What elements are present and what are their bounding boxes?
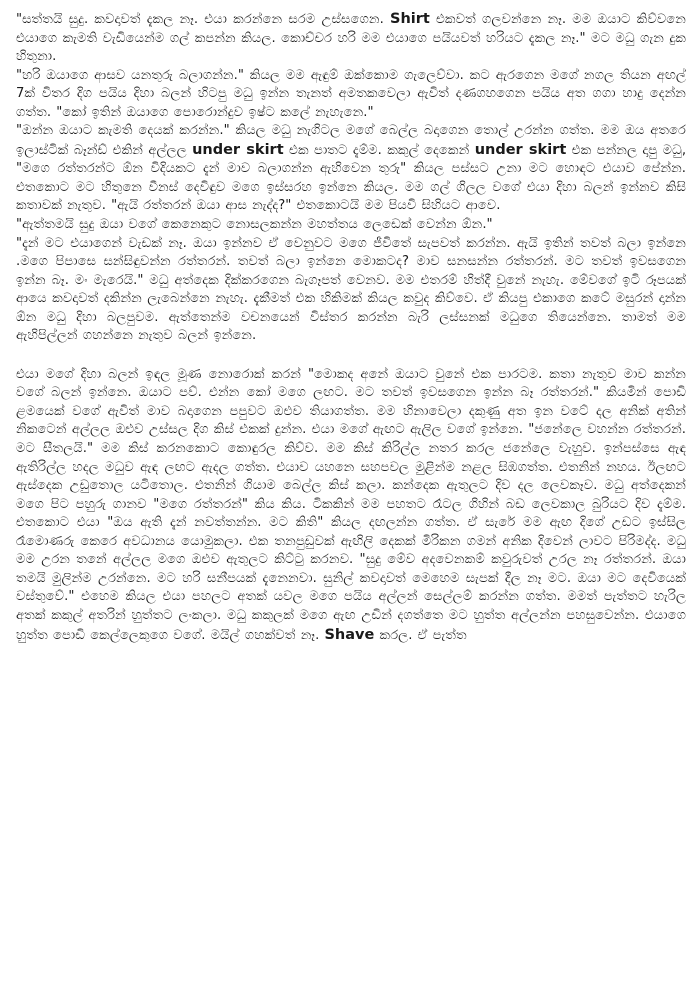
paragraph-gap — [16, 346, 686, 366]
english-word-under-skirt-1: under skirt — [192, 141, 284, 158]
paragraph-1-text-b: එකවත් ගලවන්නෙ නෑ. මම ඔයාට කිව්වනෙ එයාගෙ කැමති වැඩියෙන්ම ගල් කපන්න කියල. කොච්චර හරි මම එයාගෙ පයියවත් හරියට දැකල නෑ." මට මධු ගැන දුක හිතුනා. — [16, 12, 686, 65]
paragraph-6 — [16, 366, 686, 645]
paragraph-1-text-a: "සත්තයි සුදු. කවදාවත් දැකල නෑ. එයා කරන්නෙ සරම උස්සගෙන. — [16, 12, 390, 27]
paragraph-4: "ඇත්තමයි සුදු ඔයා වගේ කෙනෙකුට නොසලකන්න මහත්තය ලෙඩෙක් වෙන්න ඕන." — [16, 217, 493, 233]
paragraph-3 — [16, 122, 686, 216]
paragraph-6-text-b: කරල. ඒ පැත්ත — [374, 627, 467, 643]
paragraph-2: "හරි ඔයාගෙ ආසව යනතුරු බලාගන්න." කියල මම ඇඳුම් ඔක්කොම ගැලෙව්වා. කට ඇරගෙන මගේ නගල තියන අඟල් 7ක් විතර දිග පයිය දිහා බලන් හිටපු මධු ඉන්න තැනත් අමතකවෙලා ඇවිත් දණගහගෙන පයිය අත ගගා හාදු දෙන්න ගත්ත. "කෝ ඉතින් ඔයාගෙ පොරොන්දුව ඉෂ්ට කලේ නැහැනෙ." — [16, 67, 686, 120]
paragraph-3-text-a: "ඔන්න ඔයාට කැමති දෙයක් කරන්න." කියල මධු නැගිටල මගේ බෙල්ල බදාගෙන තොල් උරන්න ගත්ත. මම ඔය අතරෙ ඉලාස්ටික් බෑන්ඩ් එකින් අල්ලල — [16, 123, 686, 158]
paragraph-5: "දැන් මට එයාගෙන් වැඩක් නෑ. ඔයා ඉන්නව ඒ වෙනුවට මගෙ ජීවිතේ සැපවත් කරන්න. ඇයි ඉතින් තවත් බලා ඉන්නෙ .මගෙ පිපාසෙ සන්සිඳුවන්න රත්තරන්. තවත් බලා ඉන්නෙ මොකටද? මාව සනසන්න රත්තරන්. මට තවත් ඉවසගෙන ඉන්න බෑ. මං මැරෙයි." මධු අත්දෙක දික්කරගෙන බැගෑපත් වෙනව. මම එතරම් හිත්දී වුනේ නැහැ. මේවගේ ඉටි රූපයක් ආයෙ කවදාවත් දකින්න ලැබෙන්නෙ නැහැ. දැකීමත් එක හිකිමක් කියල කවුද කිව්වෙ. ඒ කියපු එකාගෙ කටේ මසුරන් දාන්න ඕන මධු දිහා බලපුවම. ඇත්තෙන්ම වචනයෙන් විස්තර කරන්න බැරි ලස්සනක් මධුගෙ තියෙන්නෙ. තාමත් මම ඇහිපිල්ලන් ගහන්නෙ නැතුව බලන් ඉන්නෙ. — [16, 235, 686, 344]
paragraph-3-text-c: එක පන්නල දාපු මධු, "මගෙ රත්තරන්ට ඕන විදියකට දැන් මාව බලාගන්න ඇහිවෙන තුරු" කියල පස්සට උනා මට හොඳට එයාව පේන්න. එතකොට මට හිතුනෙ වීනස් දෙවිඳුව මගෙ ඉස්සරහ ඉන්නෙ කියල. මම ගල් ගිලල වගේ එයා දිහා බලන් ඉන්නව කිසි කතාවක් නැතුව. "ඇයි රත්තරන් ඔයා ආස නැද්ද?" එතකොටයි මම පියවි සිහියට ආවෙ. — [16, 142, 687, 214]
paragraph-6-text-a: එයා මගේ දිහා බලන් ඉඳල මූණ නොරොක් කරන් "මොකද අනේ ඔයාට වුනේ එක පාරටම. කතා නැතුව මාව කන්න වගේ බලන් ඉන්නෙ. ඔයාට පව්. එන්න කෝ මගෙ ලඟට. මට තවත් ඉවසගෙන ඉන්න බෑ රත්තරන්." කියමින් පොඩි ළමයෙක් වගේ ඇවිත් මාව බදාගෙන පපුවට ඔළුව තියාගත්ත. මම හිනාවෙලා දකුණු අත ඉන වටේ දල අනික් අතින් නිකටෙන් අල්ලල ඔළුව උස්සල දිග කිස් එකක් දුන්න. එයා මගේ ඇඟට ඇලිල වගේ ඉන්නෙ. "ජනේලෙ වහන්න රත්තරන්. මට සීතලයි." මම කිස් කරනකොට කොඳුරල කිව්ව. මම කිස් කිරිල්ල නතර කරල ජනේලෙ වැහුව. ඉන්පස්සෙ ඇඳ ඇතිරිල්ල හදල මධුව ඇඳ ලඟට ඇදල ගත්ත. එයාව යහනෙ සහපවල මුළින්ම නළල සිඹගත්ත. එතනින් නහය. ඊලඟට ඇස්දෙක උඩුතොල යටිතොල. එතනින් ගියාම බෙල්ල කිස් කලා. කන්දෙක ඇතුලට දිව දල ලෙවකෑව. මධු අත්දෙකන් මගෙ පිට පහුරු ගානව "මගෙ රත්තරන්" කිය කිය. ටිකකින් මම පහතට රෑටල ගිහින් බඩ ලෙවකාල බුරියට දිව දැම්ම. එතකොට එයා "ඔය ඇති දැන් නවත්තන්න. මට කිති" කියල දඟලන්න ගත්ත. ඒ සැරේ මම ඇඟ දිගේ උඩට ඉස්සිල රෑමොණරු කෙරෙ අවධානය යොමුකලා. එක තනපුඩුවක් ඇඟිලි දෙකක් මිරිකන ගමන් අනික දිවෙන් ලාවට පිරිමද්ද. මධු මම උරන තනේ අල්ලල මගෙ ඔළුව ඇතුලට කිට්ටු කරනව. "සුදු මේව අදවෙනකම් කවුරුවත් උරල නෑ රත්තරන්. ඔයා තමයි මුලින්ම උරන්නෙ. මට හරි සනීපයක් දැනෙනවා. සුනිල් කවදාවත් මෙහෙම සැපක් දීල නෑ මට. ඔයා මට දෙවියෙක් වස්තුවේ." එහෙම කියල එයා පහලට අතක් යවල මගෙ පයිය අල්ලන් සෙල්ලම් කරන්න ගත්ත. මමත් පැත්තට හැරිල අතක් කකුල් අතරින් හුත්තට ලංකලා. මධු කකුලක් මගෙ ඇඟ උඩින් දගත්තෙ මට හුත්ත අල්ලන්න පහසුවෙන්න. එයාගෙ හුත්ත පොඩි කෙල්ලෙකුගෙ වගේ. මයිල් ගහක්වත් නෑ. — [16, 366, 686, 643]
english-word-shirt: Shirt — [390, 11, 430, 27]
paragraph-1 — [16, 10, 686, 67]
english-word-under-skirt-2: under skirt — [474, 141, 567, 158]
english-word-shave: Shave — [324, 626, 375, 643]
paragraph-3-text-b: එක පාතට දැම්ම. කකුල් දෙකෙන් — [283, 142, 475, 158]
